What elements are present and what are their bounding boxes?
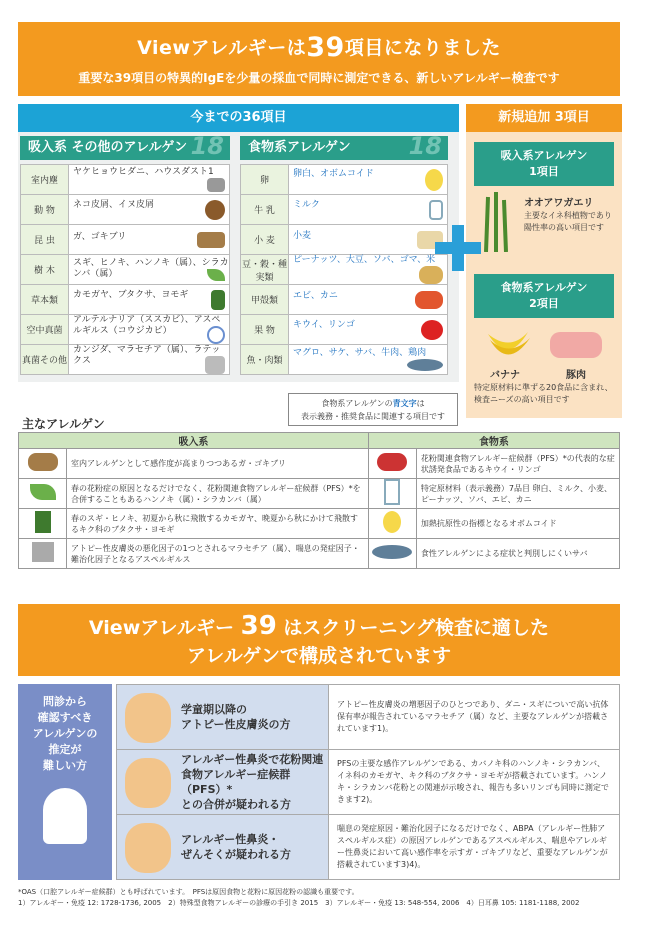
table-row: 学童期以降の アトピー性皮膚炎の方 アトピー性皮膚炎の増悪因子のひとつであり、ダニ・スギについで高い抗体保有率が報告されているマラセチア（属）など、主要なアレルゲンが搭載されています1)。 <box>117 685 620 750</box>
footnotes: *OAS（口腔アレルギー症候群）とも呼ばれています。 PFSは原因食物と花粉に原因花粉の認識も重要です。 1）アレルギー・免疫 12: 1728-1736, 2005 2）特殊型食物アレルギーの診療の手引き 2015 3）アレルギー・免疫 13: 548-554, 2006 4）日耳鼻 105: 1181-1188, 2002 <box>18 888 580 907</box>
egg-icon <box>383 511 401 533</box>
table-row: 甲殻類 エビ、カニ <box>241 285 448 315</box>
plus-icon <box>435 225 481 271</box>
grass-icon <box>478 192 514 252</box>
new-items-header: 新規追加 3項目 <box>466 104 622 132</box>
table-row: 豆・穀・種実類 ピーナッツ、大豆、ソバ、ゴマ、米 <box>241 255 448 285</box>
table-row: 動 物 ネコ皮屑、イヌ皮屑 <box>21 195 230 225</box>
new-inhal-desc: 主要なイネ科植物であり陽性率の高い項目です <box>524 211 612 232</box>
table-row: 昆 虫 ガ、ゴキブリ <box>21 225 230 255</box>
table-row: 真菌その他 カンジダ、マラセチア（属）、ラテックス <box>21 345 230 375</box>
table-row: 草本類 カモガヤ、ブタクサ、ヨモギ <box>21 285 230 315</box>
table-row: アレルギー性鼻炎・ ぜんそくが疑われる方 喘息の発症原因・難治化因子になるだけでなく、ABPA（アレルギー性肺アスペルギルス症）の原因アレルゲンであるアスペルギルス、喘息やアレルギー性鼻炎において高い感作率を示すガ・ゴキブリなど、重要なアレルゲンが搭載されています3)4)。 <box>117 815 620 880</box>
fish-icon <box>372 545 412 559</box>
table-row: 春のスギ・ヒノキ、初夏から秋に飛散するカモガヤ、晩夏から秋にかけて飛散するキク科のブタクサ・ヨモギ 加熱抗原性の指標となるオボムコイド <box>19 509 620 539</box>
current-items-header: 今までの36項目 <box>18 104 459 132</box>
case-table <box>116 684 620 880</box>
top-banner <box>18 22 620 96</box>
main-subtitle: 重要な39項目の特異的IgEを少量の採血で同時に測定できる、新しいアレルギー検査です <box>78 71 560 85</box>
main-allergens-title: 主なアレルゲン <box>22 417 105 431</box>
table-row: 空中真菌 アルテルナリア（ススカビ）、アスペルギルス（コウジカビ） <box>21 315 230 345</box>
food-col-header: 食物系アレルゲン 18 <box>240 136 448 160</box>
leaf-icon <box>30 484 56 500</box>
doctor-icon <box>43 788 87 844</box>
child-icon <box>125 693 171 743</box>
main-title: Viewアレルギーは39項目になりました <box>137 32 501 63</box>
inhal-col-header: 吸入系 その他のアレルゲン 18 <box>20 136 230 160</box>
pork-label: 豚肉 <box>566 370 586 381</box>
table-row: 果 物 キウイ、リンゴ <box>241 315 448 345</box>
blue-text-note: 食物系アレルゲンの青文字は 表示義務・推奨食品に関連する項目です <box>288 393 458 426</box>
table-row: 室内アレルゲンとして感作度が高まりつつあるガ・ゴキブリ 花粉関連食物アレルギー症候群（PFS）*の代表的な症状誘発食品であるキウイ・リンゴ <box>19 449 620 479</box>
food-table <box>240 164 448 375</box>
table-row: 春の花粉症の原因となるだけでなく、花粉関連食物アレルギー症候群（PFS）*を合併することもあるハンノキ（属）・シラカンバ（属） 特定原材料（表示義務）7品目 卵白、ミルク、小麦、ピーナッツ、ソバ、エビ、カニ <box>19 479 620 509</box>
table-row: アレルギー性鼻炎で花粉関連 食物アレルギー症候群（PFS）* との合併が疑われる方 PFSの主要な感作アレルゲンである、カバノキ科のハンノキ・シラカンバ、イネ科のカモガヤ、キク科のブタクサ・ヨモギが搭載されています。ハンノキ・シラカンバ花粉との関連が示唆され、報告も多いリンゴも同時に測定できます2)。 <box>117 750 620 815</box>
screening-banner <box>18 604 620 676</box>
banana-icon <box>484 326 532 360</box>
moth-icon <box>28 453 58 471</box>
table-row: 牛 乳 ミルク <box>241 195 448 225</box>
inhal-table <box>20 164 230 375</box>
table-row: 卵 卵白、オボムコイド <box>241 165 448 195</box>
main-allergens-table: 吸入系 食物系 室内アレルゲンとして感作度が高まりつつあるガ・ゴキブリ 花粉関連食物アレルギー症候群（PFS）*の代表的な症状誘発食品であるキウイ・リンゴ 春の花粉症の原因となるだけでなく、花粉関連食物アレルギー症候群（PFS）*を合併することもあるハンノキ（属）・シラカンバ（属） 特定原材料（表示義務）7品目 卵白、ミルク、小麦、ピーナッツ、ソバ、エビ、カニ 春のスギ・ヒノキ、初夏から秋に飛散するカモガヤ、晩夏から秋にかけて飛散するキク科のブタクサ・ヨモギ 加熱抗原性の指標となるオボムコイド アトピー性皮膚炎の悪化因子の1つとされるマラセチア（属）、喘息の発症因子・難治化因子となるアスペルギルス 食性アレルゲンによる症状と判別しにくいサバ <box>18 432 620 569</box>
table-row: 樹 木 スギ、ヒノキ、ハンノキ（属）、シラカンバ（属） <box>21 255 230 285</box>
new-inhal-header: 吸入系アレルゲン 1項目 <box>474 142 614 186</box>
screening-title: Viewアレルギー 39 はスクリーニング検査に適した アレルゲンで構成されています <box>88 611 550 667</box>
child-icon <box>125 758 171 808</box>
child-icon <box>125 823 171 873</box>
milk-icon <box>384 479 400 505</box>
pork-icon <box>550 332 602 358</box>
table-row: 小 麦 小麦 <box>241 225 448 255</box>
apple-kiwi-icon <box>377 453 407 471</box>
side-panel <box>18 684 112 880</box>
banana-label: バナナ <box>490 370 520 381</box>
new-food-header: 食物系アレルゲン 2項目 <box>474 274 614 318</box>
side-text: 問診から 確認すべき アレルゲンの 推定が 難しい方 <box>32 695 98 772</box>
mold-icon <box>32 542 54 562</box>
table-row: アトピー性皮膚炎の悪化因子の1つとされるマラセチア（属）、喘息の発症因子・難治化因子となるアスペルギルス 食性アレルゲンによる症状と判別しにくいサバ <box>19 539 620 569</box>
new-inhal-name: オオアワガエリ <box>524 198 594 209</box>
table-row: 室内塵 ヤケヒョウヒダニ、ハウスダスト1 <box>21 165 230 195</box>
new-food-desc: 特定原材料に準ずる20食品に含まれ、検査ニーズの高い項目です <box>474 383 613 404</box>
table-row: 魚・肉類 マグロ、サケ、サバ、牛肉、鶏肉 <box>241 345 448 375</box>
plant-icon <box>35 511 51 533</box>
